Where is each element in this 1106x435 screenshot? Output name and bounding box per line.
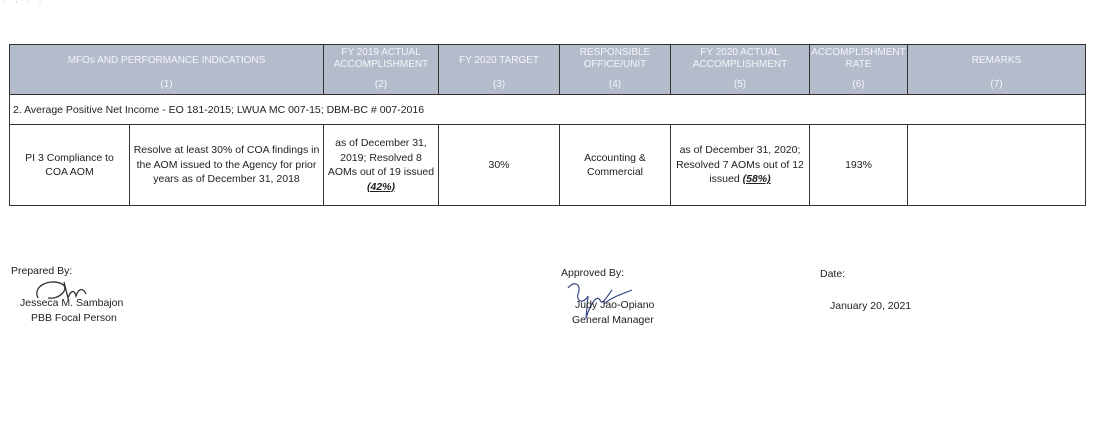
fy2019-text: as of December 31, 2019; Resolved 8 AOMs out of 19 issued <box>327 137 435 178</box>
header-mfo-num: (1) <box>160 79 173 90</box>
header-office <box>560 45 671 95</box>
header-remarks <box>908 45 1086 95</box>
header-remarks-num: (7) <box>990 79 1003 90</box>
section-title: 2. Average Positive Net Income - EO 181-2015; LWUA MC 007-15; DBM-BC # 007-2016 <box>10 95 1086 125</box>
remarks-cell <box>908 125 1086 206</box>
header-fy2019-num: (2) <box>374 79 388 90</box>
indicator-cell: Resolve at least 30% of COA findings in the AOM issued to the Agency for prior years as of December 31, 2018 <box>130 125 324 206</box>
scan-marks: ' ' ' ' <box>4 0 45 9</box>
target-cell: 30% <box>439 125 560 206</box>
prepared-label: Prepared By: <box>11 265 73 277</box>
header-fy2019 <box>324 45 439 95</box>
header-rate-num: (6) <box>852 79 865 90</box>
fy2020-pct: (58%) <box>742 173 771 186</box>
date-label: Date: <box>820 268 846 280</box>
header-office-title: RESPONSIBLE OFFICE/UNIT <box>579 47 651 70</box>
header-mfo <box>10 45 324 95</box>
header-office-num: (4) <box>608 79 622 90</box>
prepared-title: PBB Focal Person <box>31 312 117 324</box>
approved-label: Approved By: <box>561 267 625 279</box>
approved-title: General Manager <box>572 314 654 326</box>
header-fy2019-title: FY 2019 ACTUAL ACCOMPLISHMENT <box>333 47 429 70</box>
prepared-name: Jesseca M. Sambajon <box>20 297 124 309</box>
rate-cell: 193% <box>810 125 908 206</box>
header-remarks-title: REMARKS <box>971 55 1022 66</box>
header-target <box>439 45 560 95</box>
section-row <box>10 95 1086 125</box>
fy2020-cell <box>671 125 810 206</box>
header-row <box>10 45 1086 95</box>
header-target-num: (3) <box>492 79 506 90</box>
header-rate <box>810 45 908 95</box>
header-mfo-title: MFOs AND PERFORMANCE INDICATIONS <box>67 55 266 66</box>
performance-table <box>9 44 1086 206</box>
office-cell: Accounting & Commercial <box>560 125 671 206</box>
header-target-title: FY 2020 TARGET <box>458 55 540 66</box>
approved-name: Judy Jao-Opiano <box>575 299 655 311</box>
fy2019-pct: (42%) <box>366 180 395 193</box>
fy2019-cell <box>324 125 439 206</box>
header-fy2020 <box>671 45 810 95</box>
pi-cell: PI 3 Compliance to COA AOM <box>10 125 130 206</box>
header-fy2020-title: FY 2020 ACTUAL ACCOMPLISHMENT <box>692 47 788 70</box>
fy2020-text: as of December 31, 2020; Resolved 7 AOMs out of 12 issued <box>676 144 804 186</box>
table-row <box>10 125 1086 206</box>
date-value: January 20, 2021 <box>830 300 912 312</box>
header-rate-title: ACCOMPLISHMENT RATE <box>811 47 906 70</box>
header-fy2020-num: (5) <box>733 79 747 90</box>
